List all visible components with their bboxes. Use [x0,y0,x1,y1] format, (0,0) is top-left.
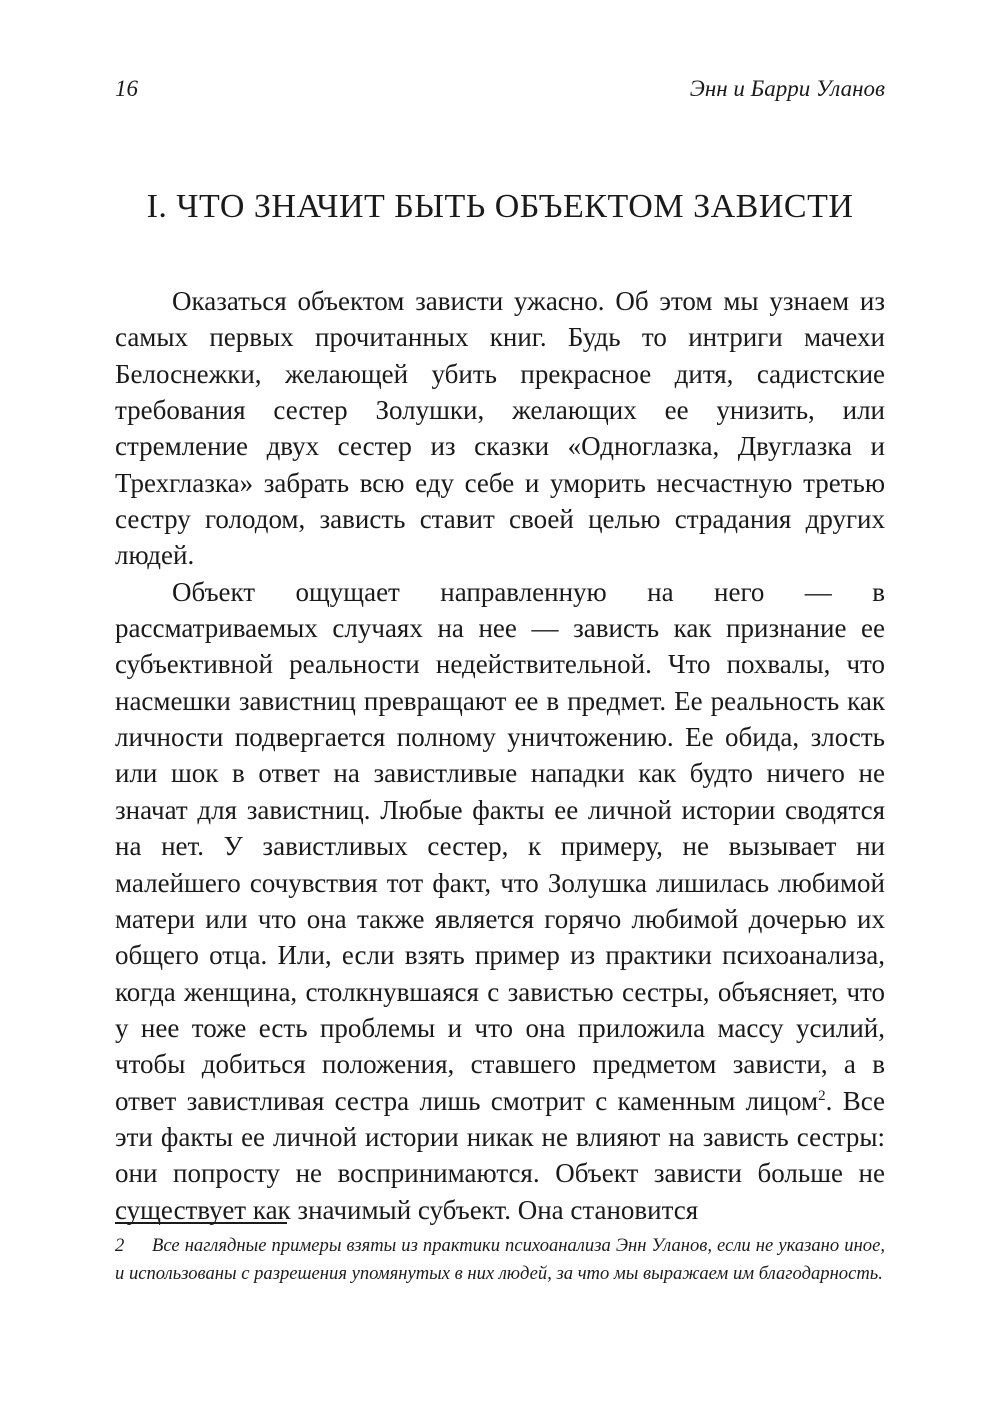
body-text [115,283,885,1228]
footnote-divider [115,1222,287,1224]
running-head [115,76,885,110]
footnote [115,1232,885,1288]
paragraph [115,574,885,1228]
paragraph-text: . Все эти факты ее личной истории никак не влияют на зависть сестры: они попросту не воспринимаются. Объект зависти больше не существует как значимый субъект. Она становится [115,1085,886,1225]
chapter-title: I. ЧТО ЗНАЧИТ БЫТЬ ОБЪЕКТОМ ЗАВИСТИ [146,188,854,225]
paragraph-text: Объект ощущает направленную на него — в рассматриваемых случаях на нее — зависть как признание ее субъективной реальности недействительной. Что похвалы, что насмешки завистниц превращают ее в предмет. Ее реальность как личности подвергается полному уничтожению. Ее обида, злость или шок в ответ на завистливые нападки как будто ничего не значат для завистниц. Любые факты ее личной истории сводятся на нет. У завистливых сестер, к примеру, не вызывает ни малейшего сочувствия тот факт, что Золушка лишилась любимой матери или что она также является горячо любимой дочерью их общего отца. Или, если взять пример из практики психоанализа, когда женщина, столкнувшаяся с завистью сестры, объясняет, что у нее тоже есть проблемы и что она приложила массу усилий, чтобы добиться положения, ставшего предметом зависти, а в ответ завистливая сестра лишь смотрит с каменным лицом [115,576,885,1116]
footnote-reference[interactable]: 2 [818,1087,826,1104]
paragraph: Оказаться объектом зависти ужасно. Об этом мы узнаем из самых первых прочитанных книг. Будь то интриги мачехи Белоснежки, желающей убить прекрасное дитя, садистские требования сестер Золушки, желающих ее унизить, или стремление двух сестер из сказки «Одноглазка, Двуглазка и Трехглазка» забрать всю еду себе и уморить несчастную третью сестру голодом, зависть ставит своей целью страдания других людей. [115,286,885,571]
page-number: 16 [115,76,138,101]
running-title: Энн и Барри Уланов [689,76,885,101]
footnote-text: Все наглядные примеры взяты из практики психоанализа Энн Уланов, если не указано иное, и использованы с разрешения упомянутых в них людей, за что мы выражаем им благодарность. [115,1235,885,1284]
footnote-number: 2 [115,1235,125,1256]
